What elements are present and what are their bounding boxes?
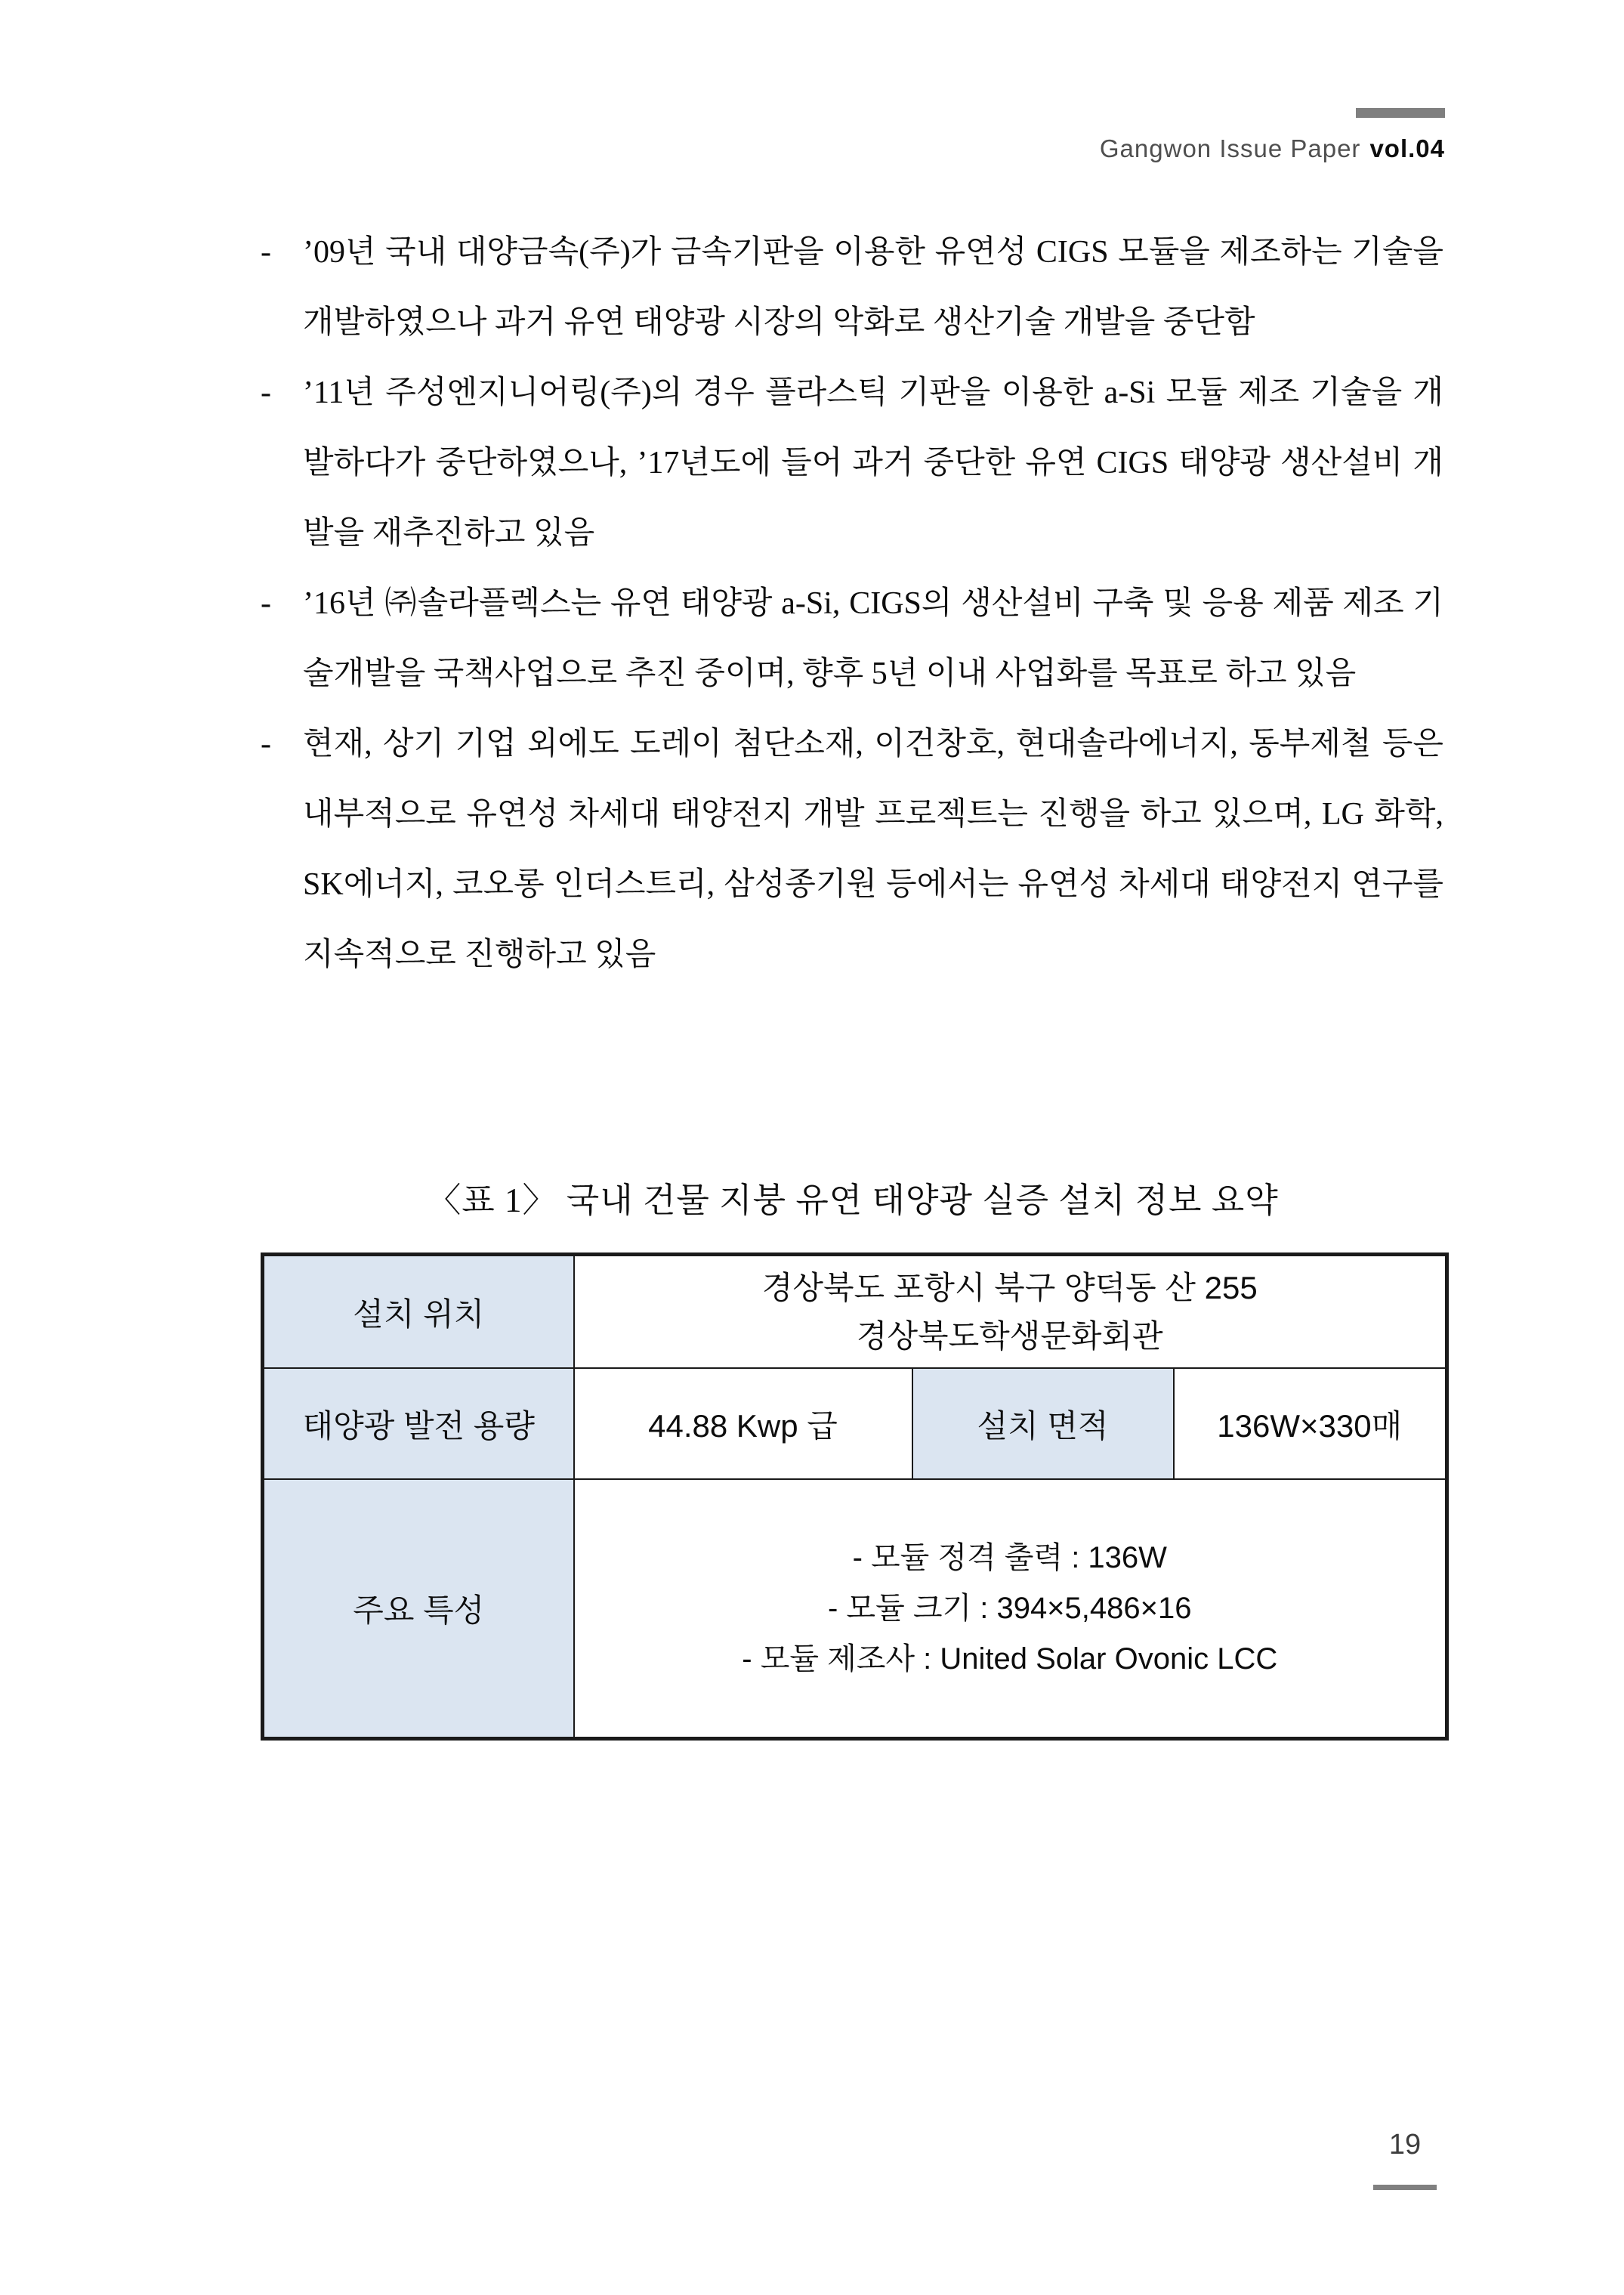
capacity-label-cell: 태양광 발전 용량 [263,1368,574,1479]
location-address: 경상북도 포항시 북구 양덕동 산 255 [761,1269,1258,1305]
location-value-cell [574,1255,1447,1369]
area-value-cell: 136W×330매 [1174,1368,1447,1479]
table-row-capacity [263,1368,1447,1479]
bullet-marker: - [261,586,271,621]
header-accent-bar [1356,108,1445,118]
bullet-item [261,569,1443,709]
bullet-text: ’16년 ㈜솔라플렉스는 유연 태양광 a-Si, CIGS의 생산설비 구축 및 응용 제품 제조 기술개발을 국책사업으로 추진 중이며, 향후 5년 이내 사업화를 목표로 하고 있음 [303,586,1443,691]
table-row-features [263,1479,1447,1739]
location-label-cell: 설치 위치 [263,1255,574,1369]
bullet-marker: - [261,375,271,410]
table-caption: 〈표 1〉 국내 건물 지붕 유연 태양광 실증 설치 정보 요약 [427,1181,1279,1219]
bullet-marker: - [261,235,271,270]
footer-accent-bar [1373,2185,1437,2190]
bullet-item [261,358,1443,569]
journal-volume: vol.04 [1369,134,1445,162]
capacity-value-cell: 44.88 Kwp 급 [574,1368,912,1479]
feature-size: - 모듈 크기 : 394×5,486×16 [828,1591,1192,1625]
installation-info-table [261,1253,1449,1741]
area-label-cell: 설치 면적 [912,1368,1174,1479]
features-value-cell [574,1479,1447,1739]
bullet-text: ’11년 주성엔지니어링(주)의 경우 플라스틱 기판을 이용한 a-Si 모듈 제조 기술을 개발하다가 중단하였으나, ’17년도에 들어 과거 중단한 유연 CIGS 태양광 생산설비 개발을 재추진하고 있음 [303,375,1443,551]
journal-title: Gangwon Issue Paper [1099,134,1361,162]
table-row-location [263,1255,1447,1369]
bullet-item [261,709,1443,990]
bullet-marker: - [261,727,271,761]
features-label-cell: 주요 특성 [263,1479,574,1739]
feature-manufacturer: - 모듈 제조사 : United Solar Ovonic LCC [742,1642,1278,1676]
location-building: 경상북도학생문화회관 [856,1317,1163,1354]
journal-header [1100,134,1445,163]
feature-output: - 모듈 정격 출력 : 136W [852,1540,1167,1574]
body-text-block [261,218,1443,990]
bullet-text: 현재, 상기 기업 외에도 도레이 첨단소재, 이건창호, 현대솔라에너지, 동부제철 등은 내부적으로 유연성 차세대 태양전지 개발 프로젝트는 진행을 하고 있으며, LG 화학, SK에너지, 코오롱 인더스트리, 삼성종기원 등에서는 유연성 차세대 태양전지 연구를 지속적으로 진행하고 있음 [303,727,1443,972]
page-number: 19 [1388,2129,1422,2161]
bullet-text: ’09년 국내 대양금속(주)가 금속기판을 이용한 유연성 CIGS 모듈을 제조하는 기술을 개발하였으나 과거 유연 태양광 시장의 악화로 생산기술 개발을 중단함 [303,235,1443,340]
bullet-item [261,218,1443,358]
